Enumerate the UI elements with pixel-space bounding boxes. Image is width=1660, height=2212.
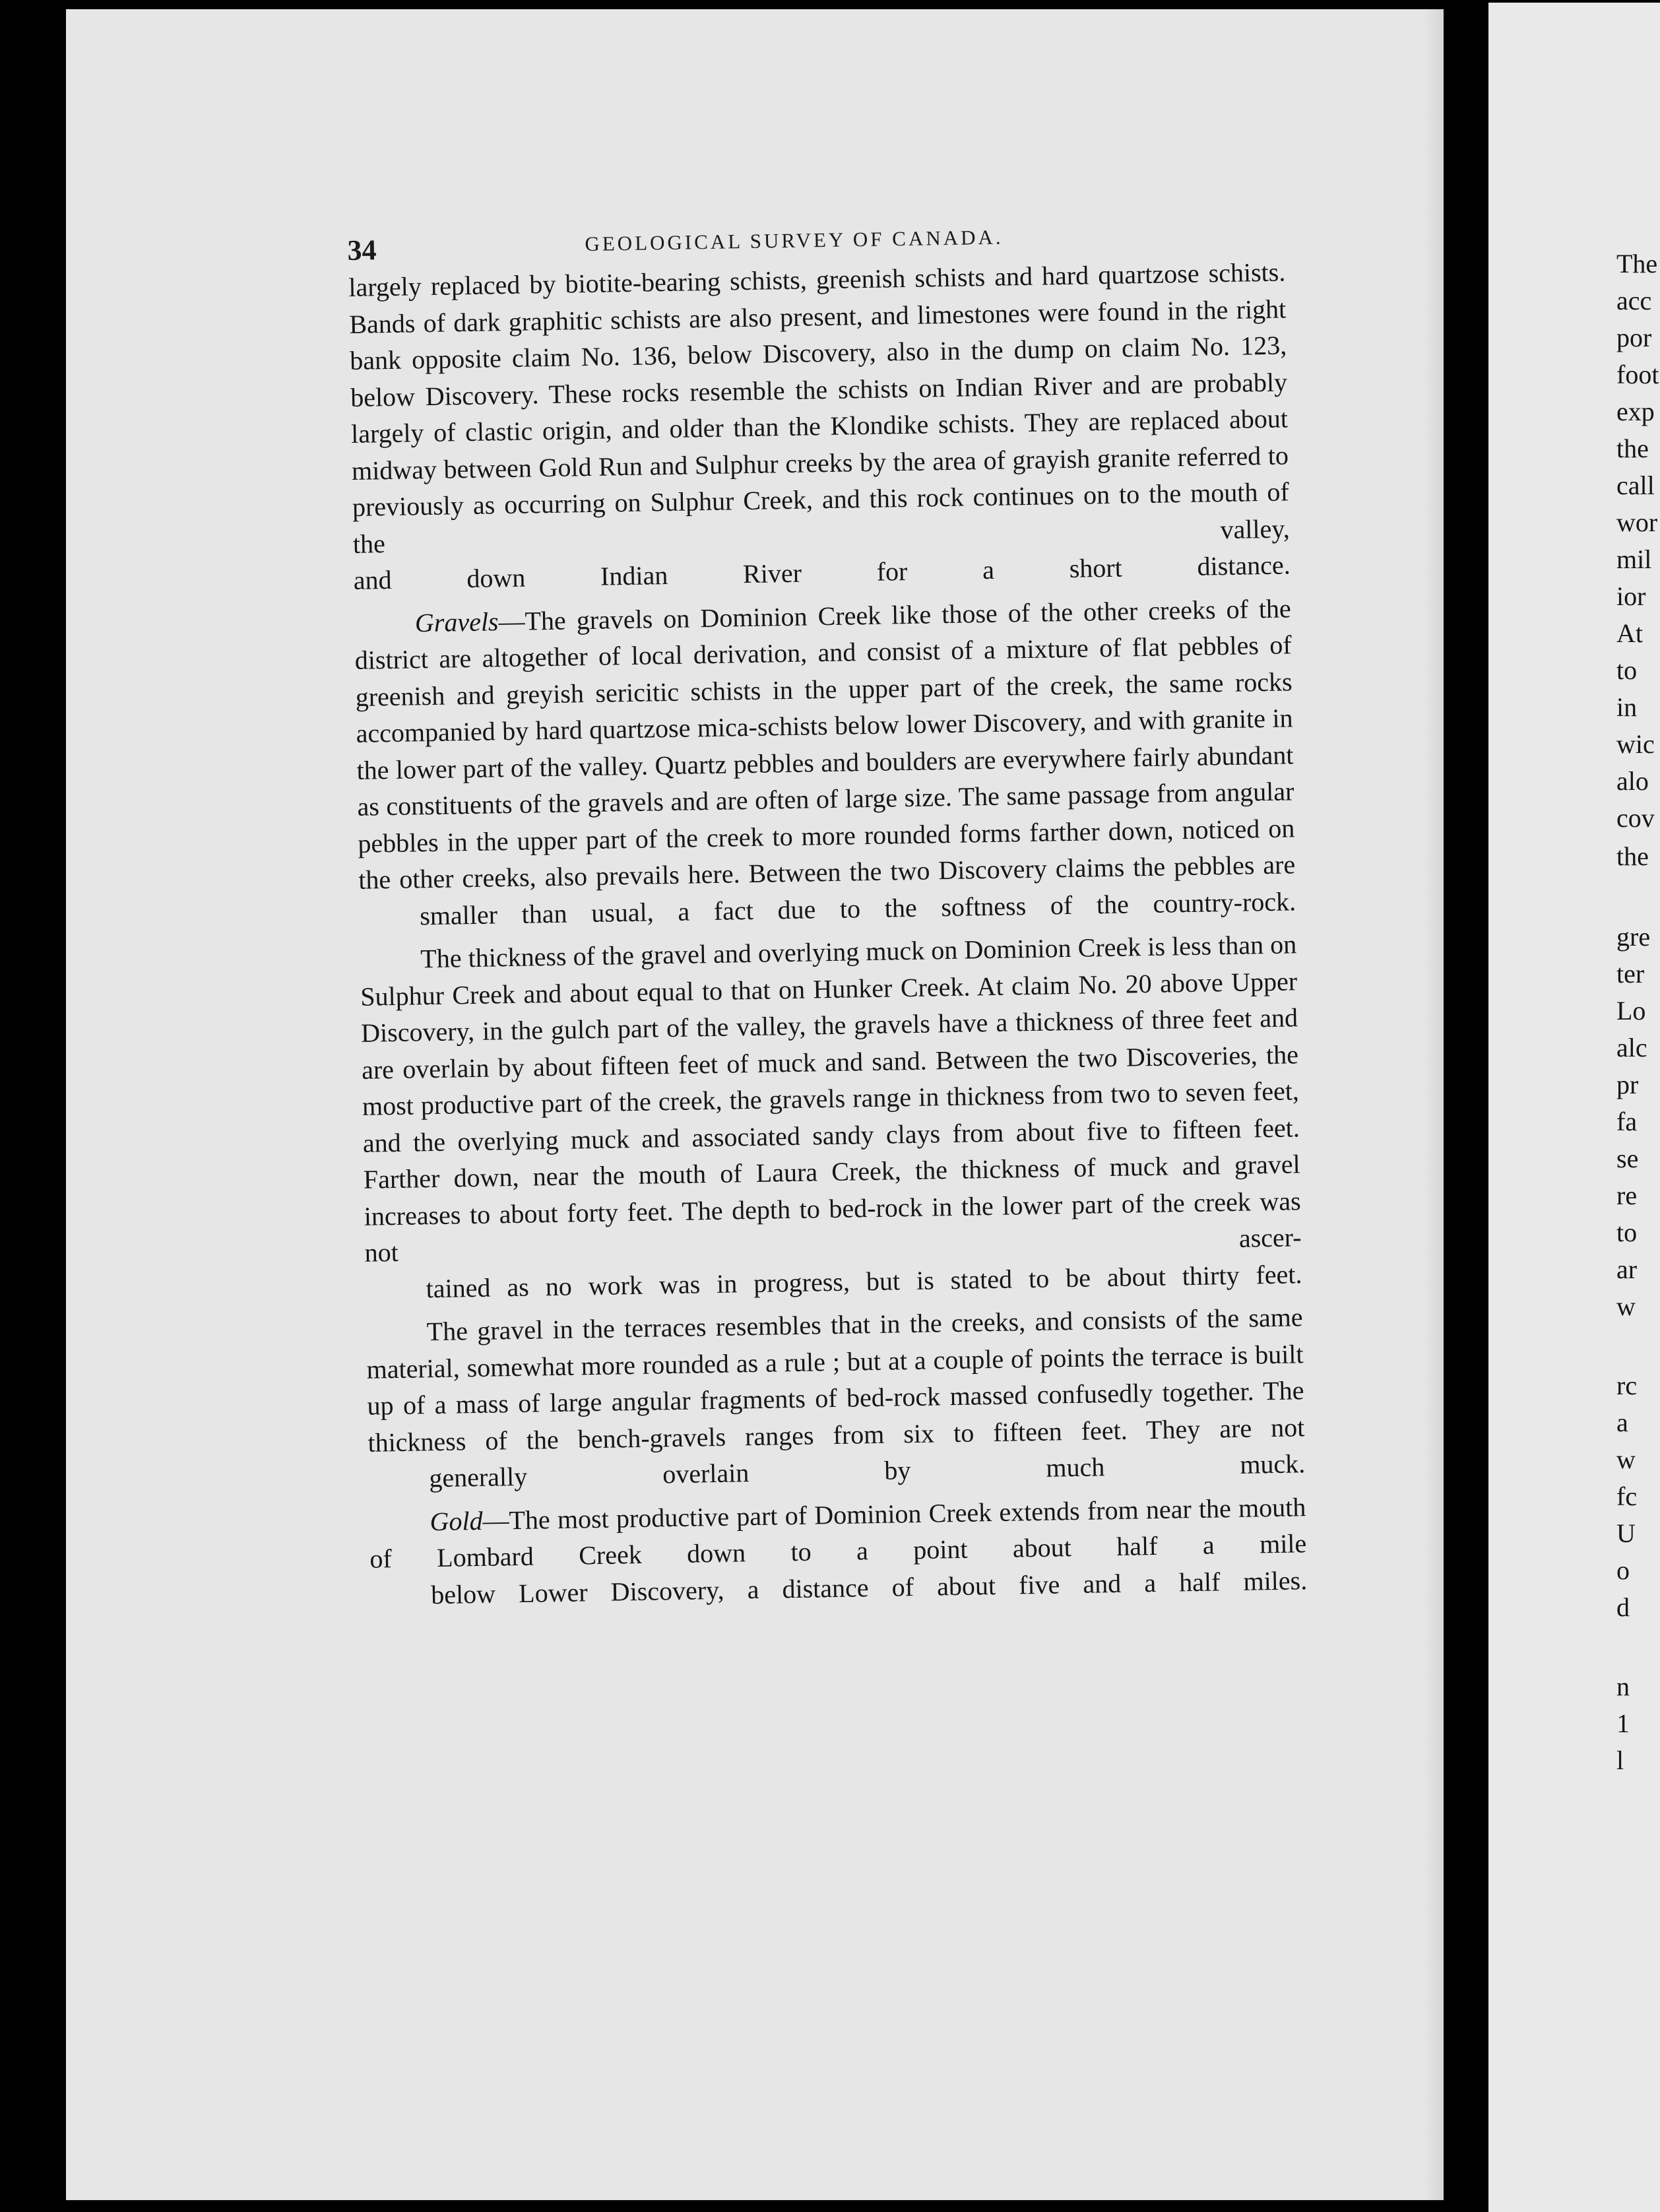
facing-page-fragment: re xyxy=(1616,1181,1638,1210)
paragraph-schists xyxy=(348,253,1291,599)
facing-page-fragment: acc xyxy=(1616,286,1652,315)
facing-page-fragment: ior xyxy=(1616,581,1646,611)
paragraph-gravels xyxy=(354,590,1296,935)
facing-page-fragment: At xyxy=(1616,618,1643,648)
body-text xyxy=(348,253,1308,1613)
facing-page-fragment: alc xyxy=(1616,1033,1647,1062)
facing-page-fragment: Lo xyxy=(1616,996,1646,1025)
section-lead-gold: Gold xyxy=(430,1505,483,1536)
facing-page-fragment: rc xyxy=(1616,1371,1638,1400)
facing-page-fragment: cov xyxy=(1616,803,1655,833)
paragraph-last-line: smaller than usual, a fact due to the softness of the country-rock. xyxy=(419,886,1296,930)
paragraph-terraces xyxy=(366,1299,1305,1497)
facing-page-fragment: ar xyxy=(1616,1254,1638,1284)
paragraph-text: The gravel in the terraces resembles that in the creeks, and consists of the same material, somewhat more rounded as a rule ; but at a couple of points the terrace is built up of a mass of large angular fragments of bed-rock massed confusedly together. The thickness of the bench-gravels ranges from six to fifteen feet. They are not xyxy=(366,1302,1305,1458)
facing-page-fragment: fc xyxy=(1616,1481,1638,1511)
facing-page-fragment: to xyxy=(1616,655,1638,685)
paragraph-last-line: generally overlain by much muck. xyxy=(429,1448,1306,1493)
paragraph-text: The thickness of the gravel and overlying muck on Dominion Creek is less than on Sulphur Creek and about equal to that on Hunker Creek. At claim No. 20 above Upper Discovery, in the gulch part of the valley, the gravels have a thickness of three feet and are overlain by about fifteen feet of muck and sand. Between the two Discoveries, the most productive part of the creek, the gravels range in thickness from two to seven feet, and the overlying muck and associated sandy clays from about five to fifteen feet. Farther down, near the mouth of Laura Creek, the thickness of muck and gravel increases to about forty feet. The depth to bed-rock in the lower part of the creek was not ascer- xyxy=(360,929,1302,1268)
paragraph-thickness xyxy=(360,926,1302,1307)
facing-page-fragment: se xyxy=(1616,1144,1639,1173)
facing-page-fragment: gre xyxy=(1616,922,1651,952)
paragraph-text: largely replaced by biotite-bearing schists, greenish schists and hard quartzose schists. Bands of dark graphitic schists are also present, and limestones were found in the right bank opposite claim No. 136, below Discovery, also in the dump on claim No. 123, below Discovery. These rocks resemble the schists on Indian River and are probably largely of clastic origin, and older than the Klondike schists. They are replaced about midway between Gold Run and Sulphur creeks by the area of grayish granite referred to previously as occurring on Sulphur Creek, and this rock continues on to the mouth of the valley, xyxy=(348,257,1291,559)
paragraph-text: —The gravels on Dominion Creek like those of the other creeks of the district are altogether of local derivation, and consist of a mixture of flat pebbles of greenish and greyish sericitic schists in the upper part of the creek, the same rocks accompanied by hard quartzose mica-schists below lower Discovery, and with granite in the lower part of the valley. Quartz pebbles and boulders are everywhere fairly abundant as constituents of the gravels and are often of large size. The same passage from angular pebbles in the upper part of the creek to more rounded forms farther down, noticed on the other creeks, also prevails here. Between the two Discovery claims the pebbles are xyxy=(354,593,1296,895)
facing-page-fragment: n xyxy=(1616,1672,1630,1701)
page-number: 34 xyxy=(347,234,377,267)
facing-page-fragment: wor xyxy=(1616,507,1658,537)
facing-page-fragment: call xyxy=(1616,471,1655,500)
facing-page-fragment: a xyxy=(1616,1408,1628,1437)
facing-page-fragment: the xyxy=(1616,434,1649,463)
paragraph-last-line: below Lower Discovery, a distance of about five and a half miles. xyxy=(430,1565,1308,1610)
paragraph-text: —The most productive part of Dominion Creek extends from near the mouth of Lombard Creek down to a point about half a mile xyxy=(369,1491,1307,1574)
facing-page-fragment: fa xyxy=(1616,1107,1638,1136)
facing-page-fragment: o xyxy=(1616,1555,1630,1585)
facing-page-fragment: pr xyxy=(1616,1070,1639,1099)
section-lead-gravels: Gravels xyxy=(414,606,499,637)
facing-page-fragment: mil xyxy=(1616,544,1652,574)
right-page-edge xyxy=(1488,3,1660,2212)
facing-page-fragment: U xyxy=(1616,1518,1636,1548)
facing-page-fragment: d xyxy=(1616,1592,1630,1622)
facing-page-fragment: exp xyxy=(1616,397,1655,426)
facing-page-fragment: 1 xyxy=(1616,1708,1630,1738)
facing-page-fragment: w xyxy=(1616,1445,1636,1474)
facing-page-fragment: por xyxy=(1616,323,1652,352)
facing-page-fragment: in xyxy=(1616,692,1638,722)
paragraph-last-line: and down Indian River for a short distance. xyxy=(353,550,1291,595)
facing-page-fragment: wic xyxy=(1616,729,1655,759)
paragraph-gold xyxy=(369,1489,1308,1614)
page-fold-shadow xyxy=(1424,9,1444,2200)
facing-page-fragment: alo xyxy=(1616,766,1649,796)
facing-page-fragment: w xyxy=(1616,1291,1636,1321)
facing-page-fragment: foot xyxy=(1616,360,1659,389)
facing-page-fragment: the xyxy=(1616,841,1649,871)
paragraph-last-line: tained as no work was in progress, but is stated to be about thirty feet. xyxy=(426,1258,1302,1303)
facing-page-fragment: The xyxy=(1616,249,1658,278)
running-head: GEOLOGICAL SURVEY OF CANADA. xyxy=(585,225,1004,256)
facing-page-fragment: l xyxy=(1616,1745,1624,1775)
facing-page-fragment: to xyxy=(1616,1218,1638,1247)
facing-page-fragment: ter xyxy=(1616,959,1645,989)
